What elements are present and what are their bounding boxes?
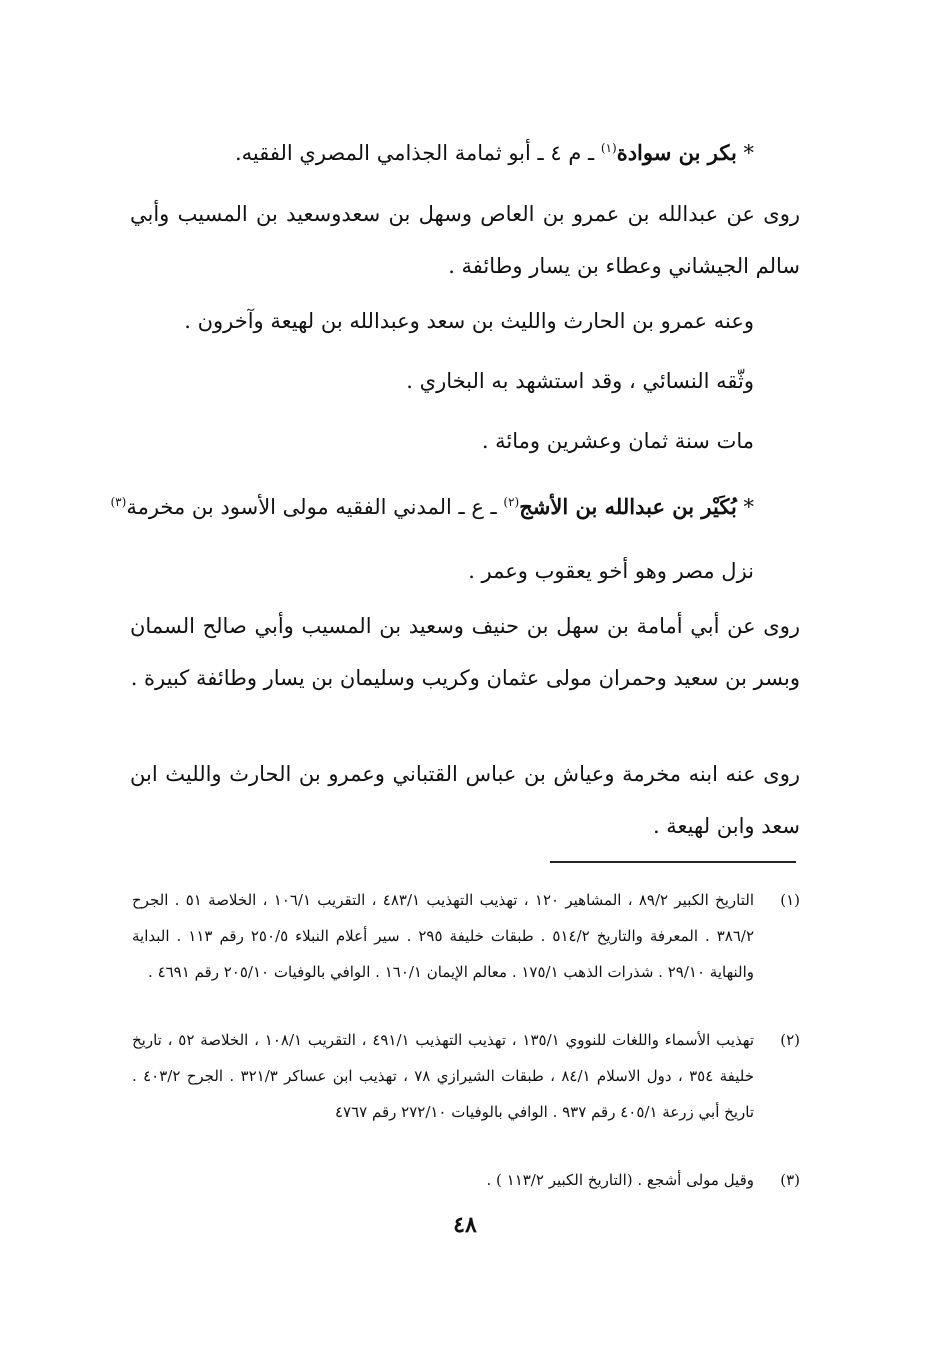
footnote-text: وقيل مولى أشجع . (التاريخ الكبير ١١٣/٢ ) . [486,1171,754,1189]
entry-heading-bukayr [110,492,754,522]
footnote-number: (١) [780,891,800,909]
entry-marker: * [743,141,754,165]
footnote-2 [132,1022,800,1130]
paragraph: وعنه عمرو بن الحارث والليث بن سعد وعبدالله بن لهيعة وآخرون . [184,309,754,333]
footnote-number: (٢) [780,1031,800,1049]
paragraph: نزل مصر وهو أخو يعقوب وعمر . [468,559,754,583]
footnote-ref: (٣) [110,495,127,509]
paragraph: روى عن أبي أمامة بن سهل بن حنيف وسعيد بن المسيب وأبي صالح السمان وبسر بن سعيد وحمران مولى عثمان وكريب وسليمان بن يسار وطائفة كبيرة . [130,614,800,690]
page-number: ٤٨ [453,1212,477,1238]
paragraph: روى عن عبدالله بن عمرو بن العاص وسهل بن سعدوسعيد بن المسيب وأبي سالم الجيشاني وعطاء بن يسار وطائفة . [130,202,800,278]
footnote-text: تهذيب الأسماء واللغات للنووي ١٣٥/١ ، تهذيب التهذيب ٤٩١/١ ، التقريب ١٠٨/١ ، الخلاصة ٥٢ ، تاريخ خليفة ٣٥٤ ، دول الاسلام ٨٤/١ ، طبقات الشيرازي ٧٨ ، تهذيب ابن عساكر ٣٢١/٣ . الجرح ٤٠٣/٢ . تاريخ أبي زرعة ٤٠٥/١ رقم ٩٣٧ . الوافي بالوفيات ٢٧٢/١٠ رقم ٤٧٦٧ [132,1031,755,1121]
entry-name: بُكَيْر بن عبدالله بن الأشج [519,494,737,519]
footnote-ref: (١) [600,141,617,155]
entry-heading-bakr [235,138,754,168]
paragraph: روى عنه ابنه مخرمة وعياش بن عباس القتباني وعمرو بن الحارث والليث ابن سعد وابن لهيعة . [130,762,800,838]
entry-name: بكر بن سوادة [616,140,737,165]
paragraph: وثّقه النسائي ، وقد استشهد به البخاري . [406,369,754,393]
footnote-ref: (٢) [503,495,520,509]
footnote-3 [132,1162,800,1198]
entry-description: ـ ع ـ المدني الفقيه مولى الأسود بن مخرمة [126,495,497,519]
entry-description: ـ م ٤ ـ أبو ثمامة الجذامي المصري الفقيه. [234,141,595,165]
footnote-separator [550,861,796,863]
paragraph: مات سنة ثمان وعشرين ومائة . [481,429,754,453]
footnote-number: (٣) [780,1171,800,1189]
entry-marker: * [743,495,754,519]
footnote-1 [132,882,800,990]
footnote-text: التاريخ الكبير ٨٩/٢ ، المشاهير ١٢٠ ، تهذيب التهذيب ٤٨٣/١ ، التقريب ١٠٦/١ ، الخلاصة ٥١ . الجرح ٣٨٦/٢ . المعرفة والتاريخ ٥١٤/٢ . طبقات خليفة ٢٩٥ . سير أعلام النبلاء ٢٥٠/٥ رقم ١١٣ . البداية والنهاية ٢٩/١٠ . شذرات الذهب ١٧٥/١ . معالم الإيمان ١٦٠/١ . الوافي بالوفيات ٢٠٥/١٠ رقم ٤٦٩١ . [132,891,755,981]
